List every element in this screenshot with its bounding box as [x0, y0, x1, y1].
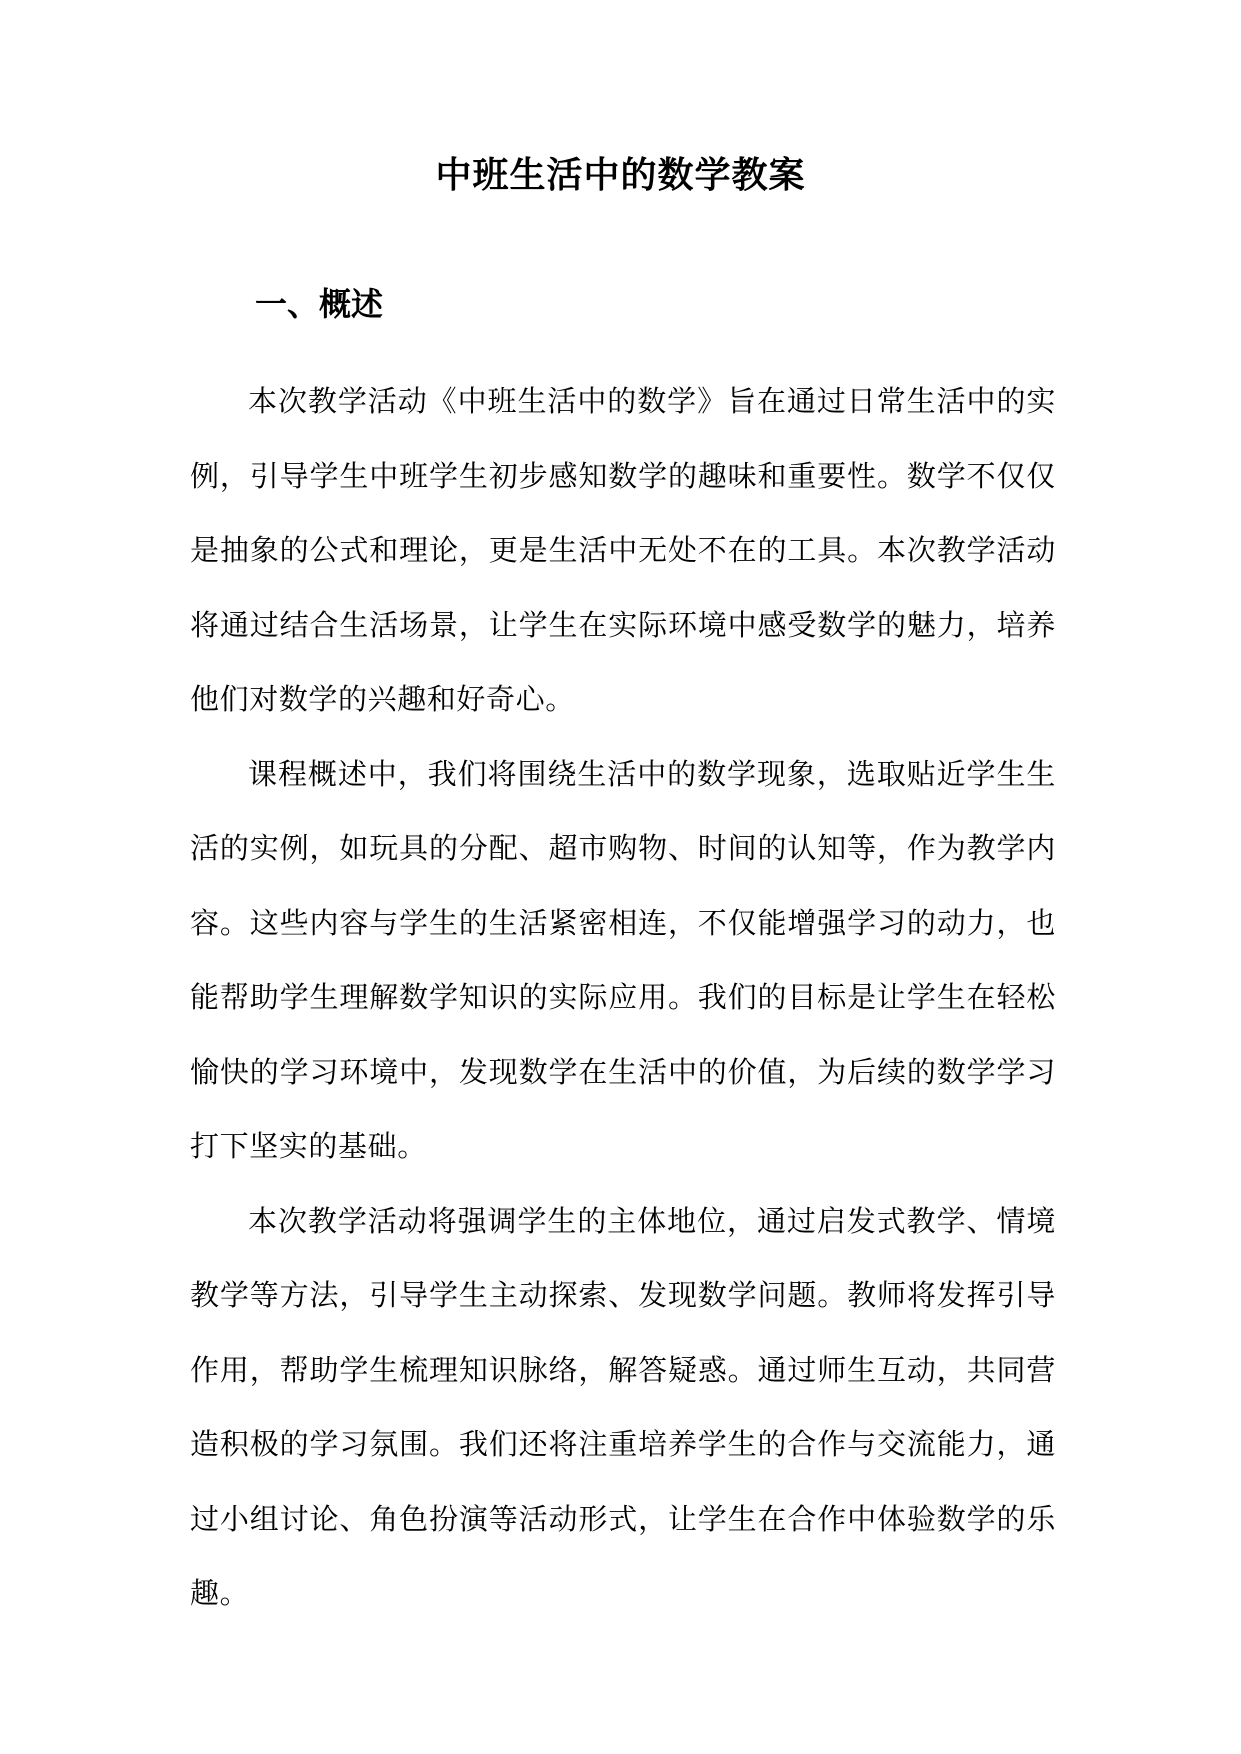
paragraph-3: 本次教学活动将强调学生的主体地位，通过启发式教学、情境教学等方法，引导学生主动探索、发现数学问题。教师将发挥引导作用，帮助学生梳理知识脉络，解答疑惑。通过师生互动，共同营造积极的学习氛围。我们还将注重培养学生的合作与交流能力，通过小组讨论、角色扮演等活动形式，让学生在合作中体验数学的乐趣。 [190, 1203, 1056, 1610]
paragraph-2: 课程概述中，我们将围绕生活中的数学现象，选取贴近学生生活的实例，如玩具的分配、超市购物、时间的认知等，作为教学内容。这些内容与学生的生活紧密相连，不仅能增强学习的动力，也能帮助学生理解数学知识的实际应用。我们的目标是让学生在轻松愉快的学习环境中，发现数学在生活中的价值，为后续的数学学习打下坚实的基础。 [190, 756, 1056, 1163]
document-title: 中班生活中的数学教案 [435, 154, 806, 196]
section-heading-overview: 一、概述 [255, 285, 384, 323]
document-body [190, 364, 1056, 1631]
paragraph-1: 本次教学活动《中班生活中的数学》旨在通过日常生活中的实例，引导学生中班学生初步感知数学的趣味和重要性。数学不仅仅是抽象的公式和理论，更是生活中无处不在的工具。本次教学活动将通过结合生活场景，让学生在实际环境中感受数学的魅力，培养他们对数学的兴趣和好奇心。 [190, 384, 1056, 716]
